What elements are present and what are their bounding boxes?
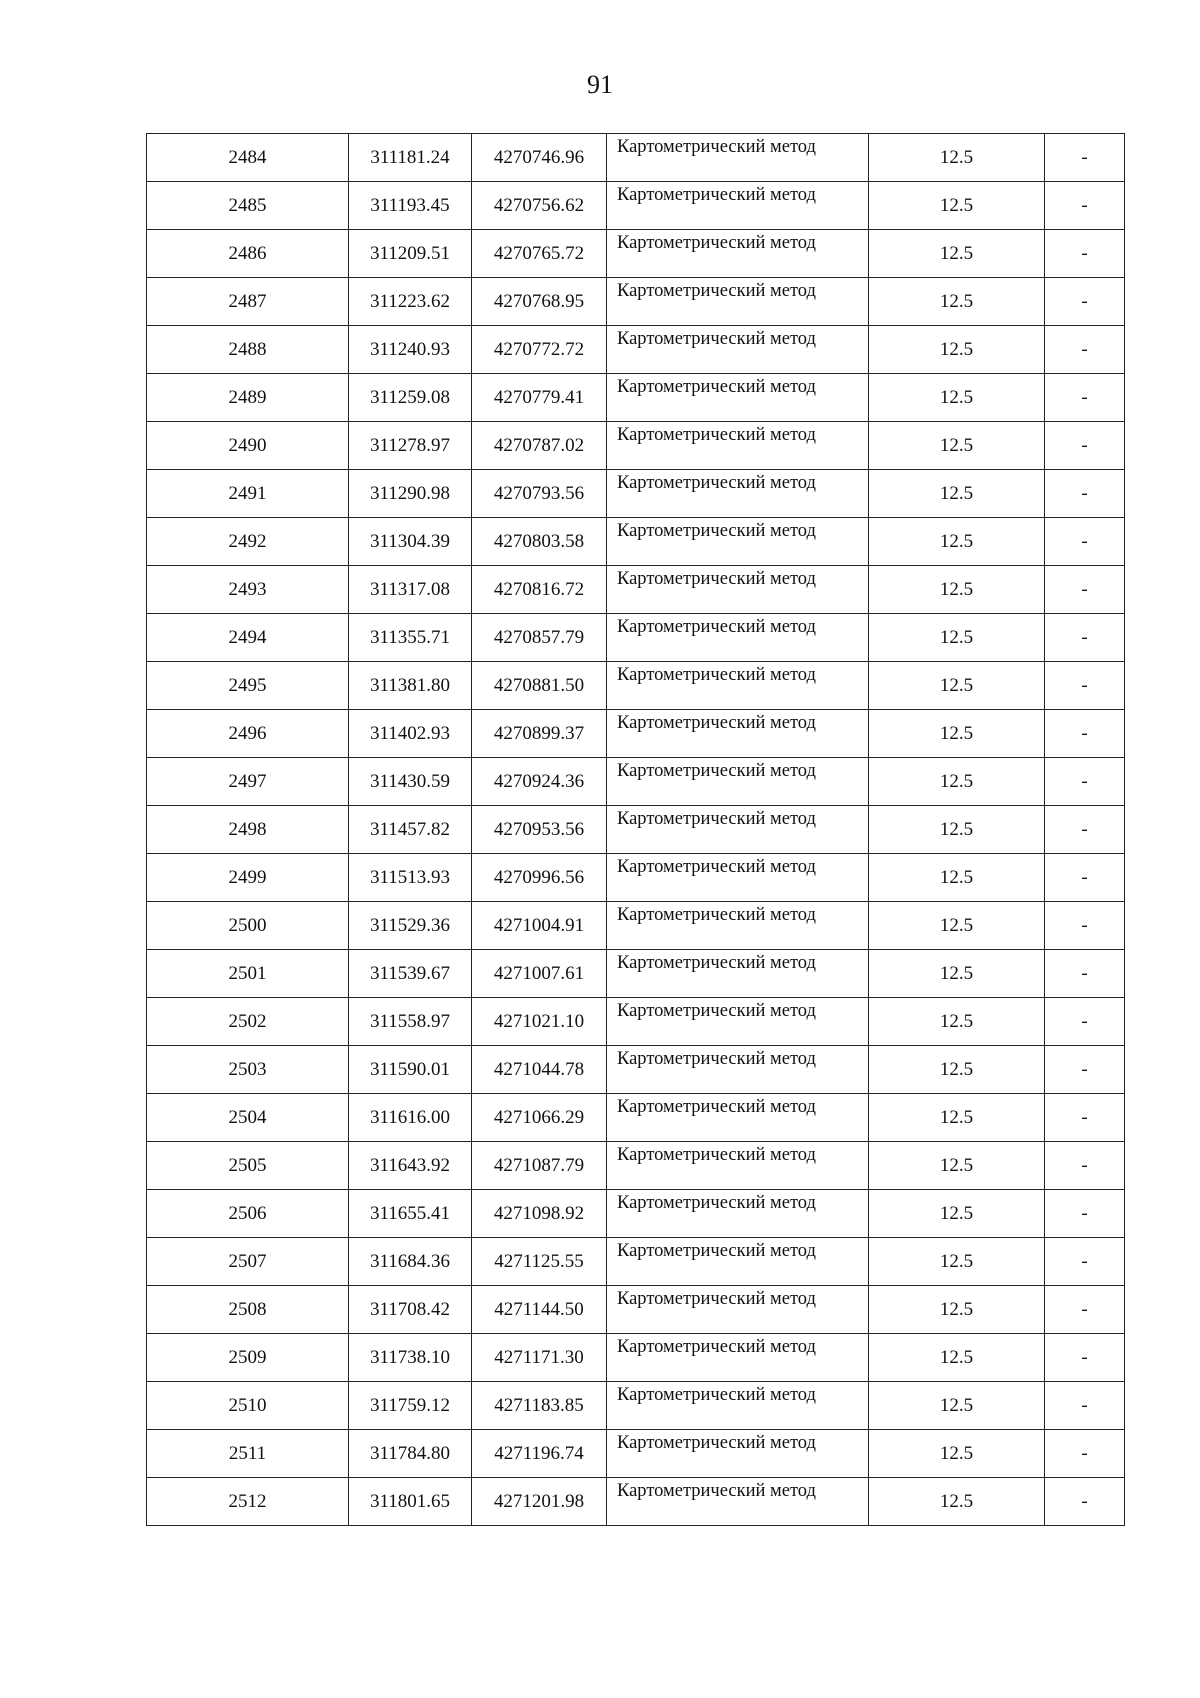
accuracy-cell: 12.5 [869, 470, 1045, 518]
method-cell: Картометрический метод [607, 374, 869, 422]
x-coordinate-cell: 311259.08 [349, 374, 472, 422]
table-row [147, 182, 1125, 230]
point-number-cell: 2511 [147, 1430, 349, 1478]
note-cell: - [1045, 566, 1125, 614]
note-cell: - [1045, 950, 1125, 998]
method-cell: Картометрический метод [607, 710, 869, 758]
x-coordinate-cell: 311513.93 [349, 854, 472, 902]
accuracy-cell: 12.5 [869, 1286, 1045, 1334]
point-number-cell: 2497 [147, 758, 349, 806]
x-coordinate-cell: 311317.08 [349, 566, 472, 614]
table-row [147, 422, 1125, 470]
point-number-cell: 2503 [147, 1046, 349, 1094]
x-coordinate-cell: 311784.80 [349, 1430, 472, 1478]
y-coordinate-cell: 4270899.37 [472, 710, 607, 758]
point-number-cell: 2498 [147, 806, 349, 854]
x-coordinate-cell: 311643.92 [349, 1142, 472, 1190]
point-number-cell: 2492 [147, 518, 349, 566]
y-coordinate-cell: 4271087.79 [472, 1142, 607, 1190]
point-number-cell: 2488 [147, 326, 349, 374]
table-body [147, 134, 1125, 1526]
x-coordinate-cell: 311738.10 [349, 1334, 472, 1382]
y-coordinate-cell: 4270787.02 [472, 422, 607, 470]
point-number-cell: 2505 [147, 1142, 349, 1190]
y-coordinate-cell: 4270793.56 [472, 470, 607, 518]
method-cell: Картометрический метод [607, 1286, 869, 1334]
y-coordinate-cell: 4270857.79 [472, 614, 607, 662]
point-number-cell: 2494 [147, 614, 349, 662]
note-cell: - [1045, 710, 1125, 758]
note-cell: - [1045, 662, 1125, 710]
point-number-cell: 2509 [147, 1334, 349, 1382]
point-number-cell: 2487 [147, 278, 349, 326]
x-coordinate-cell: 311430.59 [349, 758, 472, 806]
method-cell: Картометрический метод [607, 902, 869, 950]
x-coordinate-cell: 311181.24 [349, 134, 472, 182]
table-row [147, 1382, 1125, 1430]
y-coordinate-cell: 4270756.62 [472, 182, 607, 230]
note-cell: - [1045, 614, 1125, 662]
method-cell: Картометрический метод [607, 1334, 869, 1382]
y-coordinate-cell: 4271125.55 [472, 1238, 607, 1286]
accuracy-cell: 12.5 [869, 1094, 1045, 1142]
y-coordinate-cell: 4270953.56 [472, 806, 607, 854]
note-cell: - [1045, 1334, 1125, 1382]
x-coordinate-cell: 311558.97 [349, 998, 472, 1046]
y-coordinate-cell: 4271007.61 [472, 950, 607, 998]
y-coordinate-cell: 4271044.78 [472, 1046, 607, 1094]
table-row [147, 1094, 1125, 1142]
y-coordinate-cell: 4271144.50 [472, 1286, 607, 1334]
page-number: 91 [587, 70, 613, 99]
point-number-cell: 2489 [147, 374, 349, 422]
note-cell: - [1045, 1046, 1125, 1094]
y-coordinate-cell: 4270765.72 [472, 230, 607, 278]
note-cell: - [1045, 806, 1125, 854]
table-row [147, 1046, 1125, 1094]
y-coordinate-cell: 4271066.29 [472, 1094, 607, 1142]
point-number-cell: 2496 [147, 710, 349, 758]
accuracy-cell: 12.5 [869, 1430, 1045, 1478]
method-cell: Картометрический метод [607, 1046, 869, 1094]
accuracy-cell: 12.5 [869, 710, 1045, 758]
point-number-cell: 2495 [147, 662, 349, 710]
method-cell: Картометрический метод [607, 326, 869, 374]
x-coordinate-cell: 311684.36 [349, 1238, 472, 1286]
y-coordinate-cell: 4270996.56 [472, 854, 607, 902]
method-cell: Картометрический метод [607, 134, 869, 182]
method-cell: Картометрический метод [607, 950, 869, 998]
table-row [147, 1430, 1125, 1478]
y-coordinate-cell: 4271021.10 [472, 998, 607, 1046]
x-coordinate-cell: 311223.62 [349, 278, 472, 326]
x-coordinate-cell: 311209.51 [349, 230, 472, 278]
accuracy-cell: 12.5 [869, 278, 1045, 326]
x-coordinate-cell: 311304.39 [349, 518, 472, 566]
x-coordinate-cell: 311381.80 [349, 662, 472, 710]
method-cell: Картометрический метод [607, 566, 869, 614]
point-number-cell: 2500 [147, 902, 349, 950]
accuracy-cell: 12.5 [869, 374, 1045, 422]
table-row [147, 1334, 1125, 1382]
note-cell: - [1045, 374, 1125, 422]
y-coordinate-cell: 4270772.72 [472, 326, 607, 374]
table-row [147, 1238, 1125, 1286]
point-number-cell: 2485 [147, 182, 349, 230]
point-number-cell: 2491 [147, 470, 349, 518]
y-coordinate-cell: 4271171.30 [472, 1334, 607, 1382]
accuracy-cell: 12.5 [869, 182, 1045, 230]
table-row [147, 806, 1125, 854]
note-cell: - [1045, 758, 1125, 806]
table-row [147, 1478, 1125, 1526]
table-row [147, 614, 1125, 662]
accuracy-cell: 12.5 [869, 1046, 1045, 1094]
y-coordinate-cell: 4271201.98 [472, 1478, 607, 1526]
table-row [147, 518, 1125, 566]
accuracy-cell: 12.5 [869, 134, 1045, 182]
y-coordinate-cell: 4270881.50 [472, 662, 607, 710]
point-number-cell: 2504 [147, 1094, 349, 1142]
note-cell: - [1045, 902, 1125, 950]
x-coordinate-cell: 311759.12 [349, 1382, 472, 1430]
x-coordinate-cell: 311590.01 [349, 1046, 472, 1094]
accuracy-cell: 12.5 [869, 806, 1045, 854]
table-row [147, 710, 1125, 758]
point-number-cell: 2502 [147, 998, 349, 1046]
method-cell: Картометрический метод [607, 278, 869, 326]
method-cell: Картометрический метод [607, 758, 869, 806]
x-coordinate-cell: 311801.65 [349, 1478, 472, 1526]
x-coordinate-cell: 311240.93 [349, 326, 472, 374]
note-cell: - [1045, 470, 1125, 518]
note-cell: - [1045, 326, 1125, 374]
point-number-cell: 2490 [147, 422, 349, 470]
table-row [147, 758, 1125, 806]
table-row [147, 662, 1125, 710]
accuracy-cell: 12.5 [869, 1382, 1045, 1430]
point-number-cell: 2499 [147, 854, 349, 902]
accuracy-cell: 12.5 [869, 614, 1045, 662]
point-number-cell: 2501 [147, 950, 349, 998]
point-number-cell: 2507 [147, 1238, 349, 1286]
note-cell: - [1045, 998, 1125, 1046]
method-cell: Картометрический метод [607, 182, 869, 230]
x-coordinate-cell: 311193.45 [349, 182, 472, 230]
accuracy-cell: 12.5 [869, 1238, 1045, 1286]
note-cell: - [1045, 1382, 1125, 1430]
table-row [147, 998, 1125, 1046]
accuracy-cell: 12.5 [869, 950, 1045, 998]
accuracy-cell: 12.5 [869, 1142, 1045, 1190]
point-number-cell: 2508 [147, 1286, 349, 1334]
table-row [147, 326, 1125, 374]
method-cell: Картометрический метод [607, 230, 869, 278]
y-coordinate-cell: 4271183.85 [472, 1382, 607, 1430]
method-cell: Картометрический метод [607, 1430, 869, 1478]
accuracy-cell: 12.5 [869, 326, 1045, 374]
note-cell: - [1045, 518, 1125, 566]
x-coordinate-cell: 311529.36 [349, 902, 472, 950]
table-row [147, 902, 1125, 950]
method-cell: Картометрический метод [607, 1478, 869, 1526]
table-row [147, 134, 1125, 182]
method-cell: Картометрический метод [607, 470, 869, 518]
y-coordinate-cell: 4271098.92 [472, 1190, 607, 1238]
note-cell: - [1045, 278, 1125, 326]
accuracy-cell: 12.5 [869, 854, 1045, 902]
x-coordinate-cell: 311708.42 [349, 1286, 472, 1334]
accuracy-cell: 12.5 [869, 1334, 1045, 1382]
x-coordinate-cell: 311290.98 [349, 470, 472, 518]
method-cell: Картометрический метод [607, 662, 869, 710]
x-coordinate-cell: 311457.82 [349, 806, 472, 854]
accuracy-cell: 12.5 [869, 230, 1045, 278]
y-coordinate-cell: 4270779.41 [472, 374, 607, 422]
accuracy-cell: 12.5 [869, 518, 1045, 566]
y-coordinate-cell: 4270924.36 [472, 758, 607, 806]
accuracy-cell: 12.5 [869, 758, 1045, 806]
table-row [147, 950, 1125, 998]
method-cell: Картометрический метод [607, 422, 869, 470]
note-cell: - [1045, 230, 1125, 278]
method-cell: Картометрический метод [607, 1238, 869, 1286]
accuracy-cell: 12.5 [869, 566, 1045, 614]
accuracy-cell: 12.5 [869, 998, 1045, 1046]
accuracy-cell: 12.5 [869, 422, 1045, 470]
x-coordinate-cell: 311539.67 [349, 950, 472, 998]
note-cell: - [1045, 854, 1125, 902]
y-coordinate-cell: 4270803.58 [472, 518, 607, 566]
table-row [147, 1142, 1125, 1190]
point-number-cell: 2486 [147, 230, 349, 278]
method-cell: Картометрический метод [607, 998, 869, 1046]
x-coordinate-cell: 311402.93 [349, 710, 472, 758]
note-cell: - [1045, 1190, 1125, 1238]
method-cell: Картометрический метод [607, 1190, 869, 1238]
method-cell: Картометрический метод [607, 1094, 869, 1142]
point-number-cell: 2484 [147, 134, 349, 182]
table-row [147, 566, 1125, 614]
table-row [147, 1190, 1125, 1238]
table-row [147, 230, 1125, 278]
x-coordinate-cell: 311355.71 [349, 614, 472, 662]
x-coordinate-cell: 311616.00 [349, 1094, 472, 1142]
note-cell: - [1045, 1142, 1125, 1190]
method-cell: Картометрический метод [607, 614, 869, 662]
method-cell: Картометрический метод [607, 1382, 869, 1430]
note-cell: - [1045, 1478, 1125, 1526]
note-cell: - [1045, 182, 1125, 230]
accuracy-cell: 12.5 [869, 662, 1045, 710]
y-coordinate-cell: 4271004.91 [472, 902, 607, 950]
note-cell: - [1045, 1430, 1125, 1478]
y-coordinate-cell: 4270816.72 [472, 566, 607, 614]
note-cell: - [1045, 134, 1125, 182]
note-cell: - [1045, 1286, 1125, 1334]
note-cell: - [1045, 1238, 1125, 1286]
table-row [147, 374, 1125, 422]
x-coordinate-cell: 311655.41 [349, 1190, 472, 1238]
method-cell: Картометрический метод [607, 518, 869, 566]
accuracy-cell: 12.5 [869, 1478, 1045, 1526]
point-number-cell: 2493 [147, 566, 349, 614]
point-number-cell: 2506 [147, 1190, 349, 1238]
table-row [147, 278, 1125, 326]
table-row [147, 1286, 1125, 1334]
point-number-cell: 2510 [147, 1382, 349, 1430]
point-number-cell: 2512 [147, 1478, 349, 1526]
coordinates-table [146, 133, 1125, 1526]
accuracy-cell: 12.5 [869, 1190, 1045, 1238]
y-coordinate-cell: 4271196.74 [472, 1430, 607, 1478]
table-row [147, 470, 1125, 518]
note-cell: - [1045, 422, 1125, 470]
method-cell: Картометрический метод [607, 1142, 869, 1190]
x-coordinate-cell: 311278.97 [349, 422, 472, 470]
note-cell: - [1045, 1094, 1125, 1142]
method-cell: Картометрический метод [607, 854, 869, 902]
y-coordinate-cell: 4270768.95 [472, 278, 607, 326]
method-cell: Картометрический метод [607, 806, 869, 854]
y-coordinate-cell: 4270746.96 [472, 134, 607, 182]
accuracy-cell: 12.5 [869, 902, 1045, 950]
table-row [147, 854, 1125, 902]
